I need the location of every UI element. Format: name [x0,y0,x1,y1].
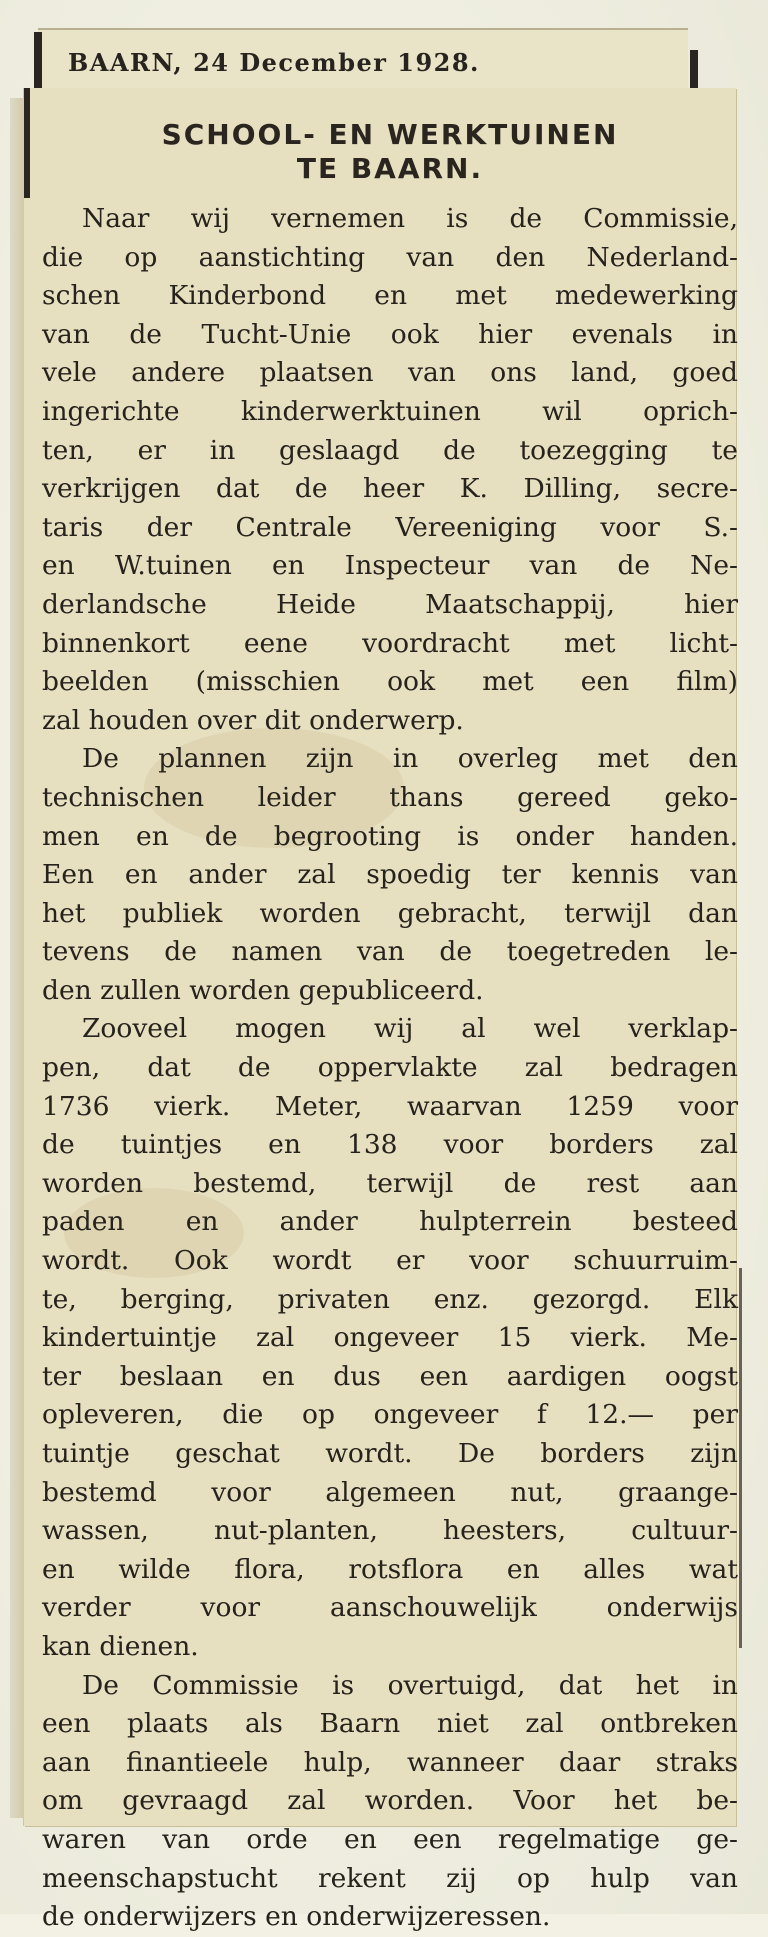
text-line: wassen, nut-planten, heesters, cultuur- [42,1515,738,1547]
text-line: tuintje geschat wordt. De borders zijn [42,1438,738,1469]
article-headline [42,118,738,186]
text-line: de tuintjes en 138 voor borders zal [42,1129,738,1161]
article-paragraph [42,740,738,1010]
column-rule [739,1268,742,1648]
article-paragraph [42,1667,738,1937]
text-line: derlandsche Heide Maatschappij, hier [42,588,738,620]
text-line: Naar wij vernemen is de Commissie, [82,203,738,234]
dateline: BAARN, 24 December 1928. [68,48,480,77]
text-line: te, berging, privaten enz. gezorgd. Elk [42,1283,738,1315]
text-line: wordt. Ook wordt er voor schuurruim- [42,1245,738,1277]
text-line: ter beslaan en dus een aardigen oogst [42,1360,738,1392]
text-line: die op aanstichting van den Nederland- [42,241,738,273]
text-line: De plannen zijn in overleg met den [82,743,738,775]
text-line: pen, dat de oppervlakte zal bedragen [42,1052,738,1084]
text-line: ingerichte kinderwerktuinen wil oprich- [42,395,738,427]
text-line: een plaats als Baarn niet zal ontbreken [42,1708,738,1740]
text-line: Zooveel mogen wij al wel verklap- [82,1013,738,1045]
text-line: beelden (misschien ook met een film) [42,666,738,698]
text-line: meenschapstucht rekent zij op hulp van [42,1862,738,1894]
text-line: den zullen worden gepubliceerd. [42,974,484,1006]
text-line: men en de begrooting is onder handen. [42,820,738,852]
article-paragraph [42,1010,738,1666]
text-line: om gevraagd zal worden. Voor het be- [42,1785,738,1817]
text-line: De Commissie is overtuigd, dat het in [82,1669,738,1701]
text-line: zal houden over dit onderwerp. [42,704,464,736]
text-line: waren van orde en een regelmatige ge- [42,1823,738,1855]
text-line: tevens de namen van de toegetreden le- [42,936,738,968]
text-line: 1736 vierk. Meter, waarvan 1259 voor [42,1090,738,1122]
text-line: binnenkort eene voordracht met licht- [42,627,738,659]
text-line: worden bestemd, terwijl de rest aan [42,1167,738,1199]
article-body [42,200,738,1937]
text-line: kindertuintje zal ongeveer 15 vierk. Me- [42,1322,738,1354]
text-line: van de Tucht-Unie ook hier evenals in [42,318,738,350]
text-line: aan finantieele hulp, wanneer daar straks [42,1746,738,1778]
clipping-shadow [10,98,24,1818]
text-line: taris der Centrale Vereeniging voor S.- [42,511,738,543]
text-line: en wilde flora, rotsflora en alles wat [42,1553,738,1585]
text-line: Een en ander zal spoedig ter kennis van [42,859,738,891]
text-line: de onderwijzers en onderwijzeressen. [42,1901,551,1933]
headline-line: TE BAARN. [296,152,484,185]
text-line: technischen leider thans gereed geko- [42,781,738,813]
text-line: en W.tuinen en Inspecteur van de Ne- [42,550,738,582]
headline-line: SCHOOL- EN WERKTUINEN [161,118,619,151]
dateline-clipping [38,28,688,96]
text-line: ten, er in geslaagd de toezegging te [42,434,738,466]
text-line: verkrijgen dat de heer K. Dilling, secre- [42,473,738,505]
article-clipping [24,88,738,1933]
text-line: paden en ander hulpterrein besteed [42,1206,738,1238]
text-line: opleveren, die op ongeveer f 12.— per [42,1399,738,1431]
text-line: schen Kinderbond en met medewerking [42,280,738,312]
text-line: vele andere plaatsen van ons land, goed [42,357,738,389]
text-line: verder voor aanschouwelijk onderwijs [42,1592,738,1624]
text-line: het publiek worden gebracht, terwijl dan [42,897,738,929]
text-line: bestemd voor algemeen nut, graange- [42,1476,738,1508]
column-rule [24,88,30,198]
article-paragraph [42,200,738,740]
text-line: kan dienen. [42,1630,199,1662]
article [42,118,738,1937]
